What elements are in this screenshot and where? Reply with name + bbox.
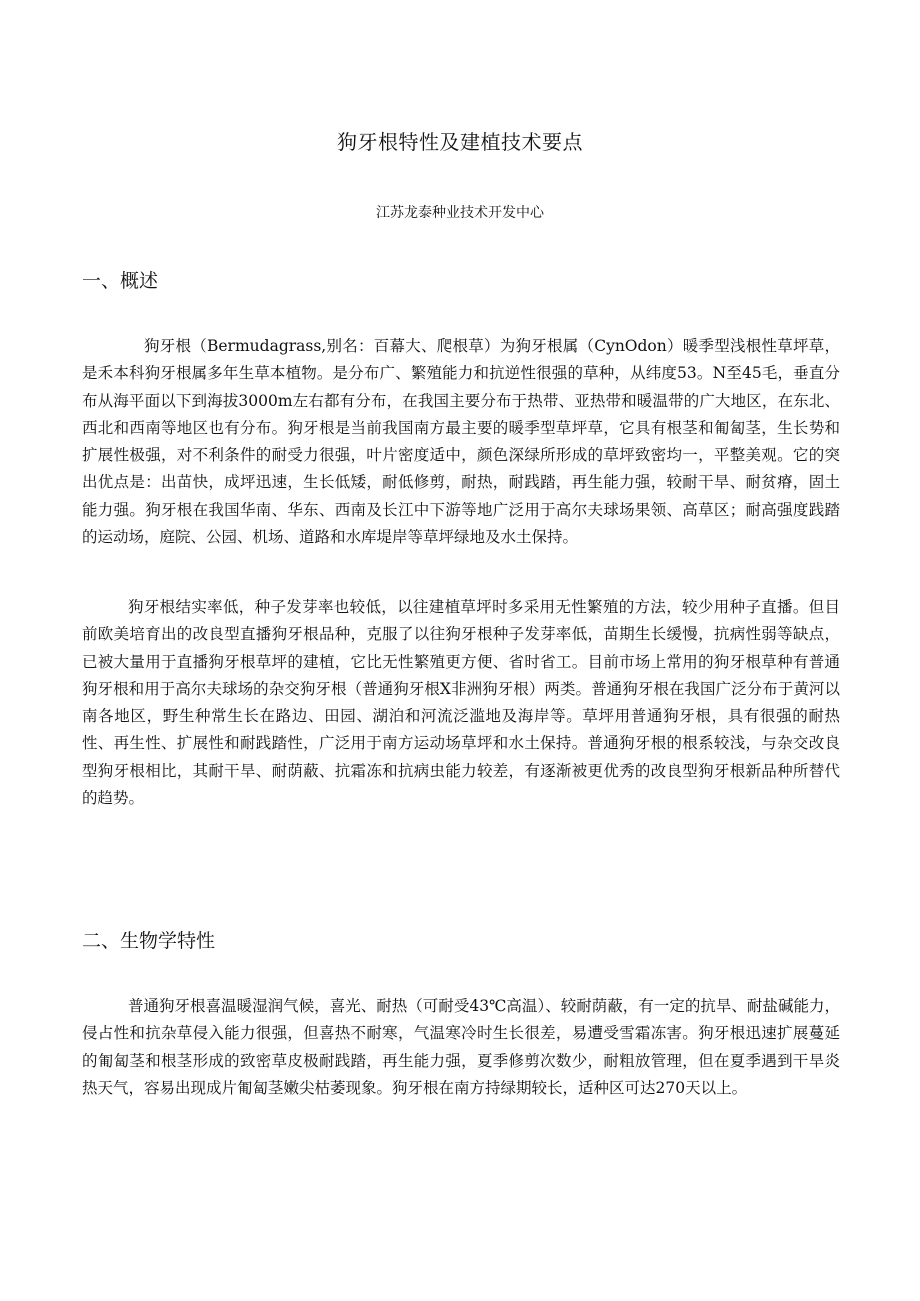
page-title: 狗牙根特性及建植技术要点 [337,130,583,154]
section-heading-biology: 二、生物学特性 [82,930,216,952]
biology-paragraph-1: 普通狗牙根喜温暖湿润气候，喜光、耐热（可耐受43℃高温）、较耐荫蔽，有一定的抗旱、耐盐碱能力，侵占性和抗杂草侵入能力很强，但喜热不耐寒，气温寒冷时生长很差，易遭受雪霜冻害。狗牙根迅速扩展蔓延的匍匐茎和根茎形成的致密草皮极耐践踏，再生能力强，夏季修剪次数少，耐粗放管理，但在夏季遇到干旱炎热天气，容易出现成片匍匐茎嫩尖枯萎现象。狗牙根在南方持绿期较长，适种区可达270天以上。 [82,997,840,1097]
section-heading-overview: 一、概述 [82,270,159,292]
organization-name: 江苏龙泰种业技术开发中心 [376,205,544,221]
overview-paragraph-2: 狗牙根结实率低，种子发芽率也较低，以往建植草坪时多采用无性繁殖的方法，较少用种子直播。但目前欧美培育出的改良型直播狗牙根品种，克服了以往狗牙根种子发芽率低，苗期生长缓慢，抗病性弱等缺点，已被大量用于直播狗牙根草坪的建植，它比无性繁殖更方便、省时省工。目前市场上常用的狗牙根草种有普通狗牙根和用于高尔夫球场的杂交狗牙根（普通狗牙根X非洲狗牙根）两类。普通狗牙根在我国广泛分布于黄河以南各地区，野生种常生长在路边、田园、湖泊和河流泛滥地及海岸等。草坪用普通狗牙根，具有很强的耐热性、再生性、扩展性和耐践踏性，广泛用于南方运动场草坪和水土保持。普通狗牙根的根系较浅，与杂交改良型狗牙根相比，其耐干旱、耐荫蔽、抗霜冻和抗病虫能力较差，有逐渐被更优秀的改良型狗牙根新品种所替代的趋势。 [82,598,840,808]
overview-paragraph-1: 狗牙根（Bermudagrass,别名：百幕大、爬根草）为狗牙根属（CynOdon）暖季型浅根性草坪草，是禾本科狗牙根属多年生草本植物。是分布广、繁殖能力和抗逆性很强的草种，从纬度53。N至45毛，垂直分布从海平面以下到海拔3000m左右都有分布，在我国主要分布于热带、亚热带和暖温带的广大地区，在东北、西北和西南等地区也有分布。狗牙根是当前我国南方最主要的暖季型草坪草，它具有根茎和匍匐茎，生长势和扩展性极强，对不利条件的耐受力很强，叶片密度适中，颜色深绿所形成的草坪致密均一，平整美观。它的突出优点是：出苗快，成坪迅速，生长低矮，耐低修剪，耐热，耐践踏，再生能力强，较耐干旱、耐贫瘠，固土能力强。狗牙根在我国华南、华东、西南及长江中下游等地广泛用于高尔夫球场果领、高草区；耐高强度践踏的运动场，庭院、公园、机场、道路和水库堤岸等草坪绿地及水土保持。 [82,337,840,547]
